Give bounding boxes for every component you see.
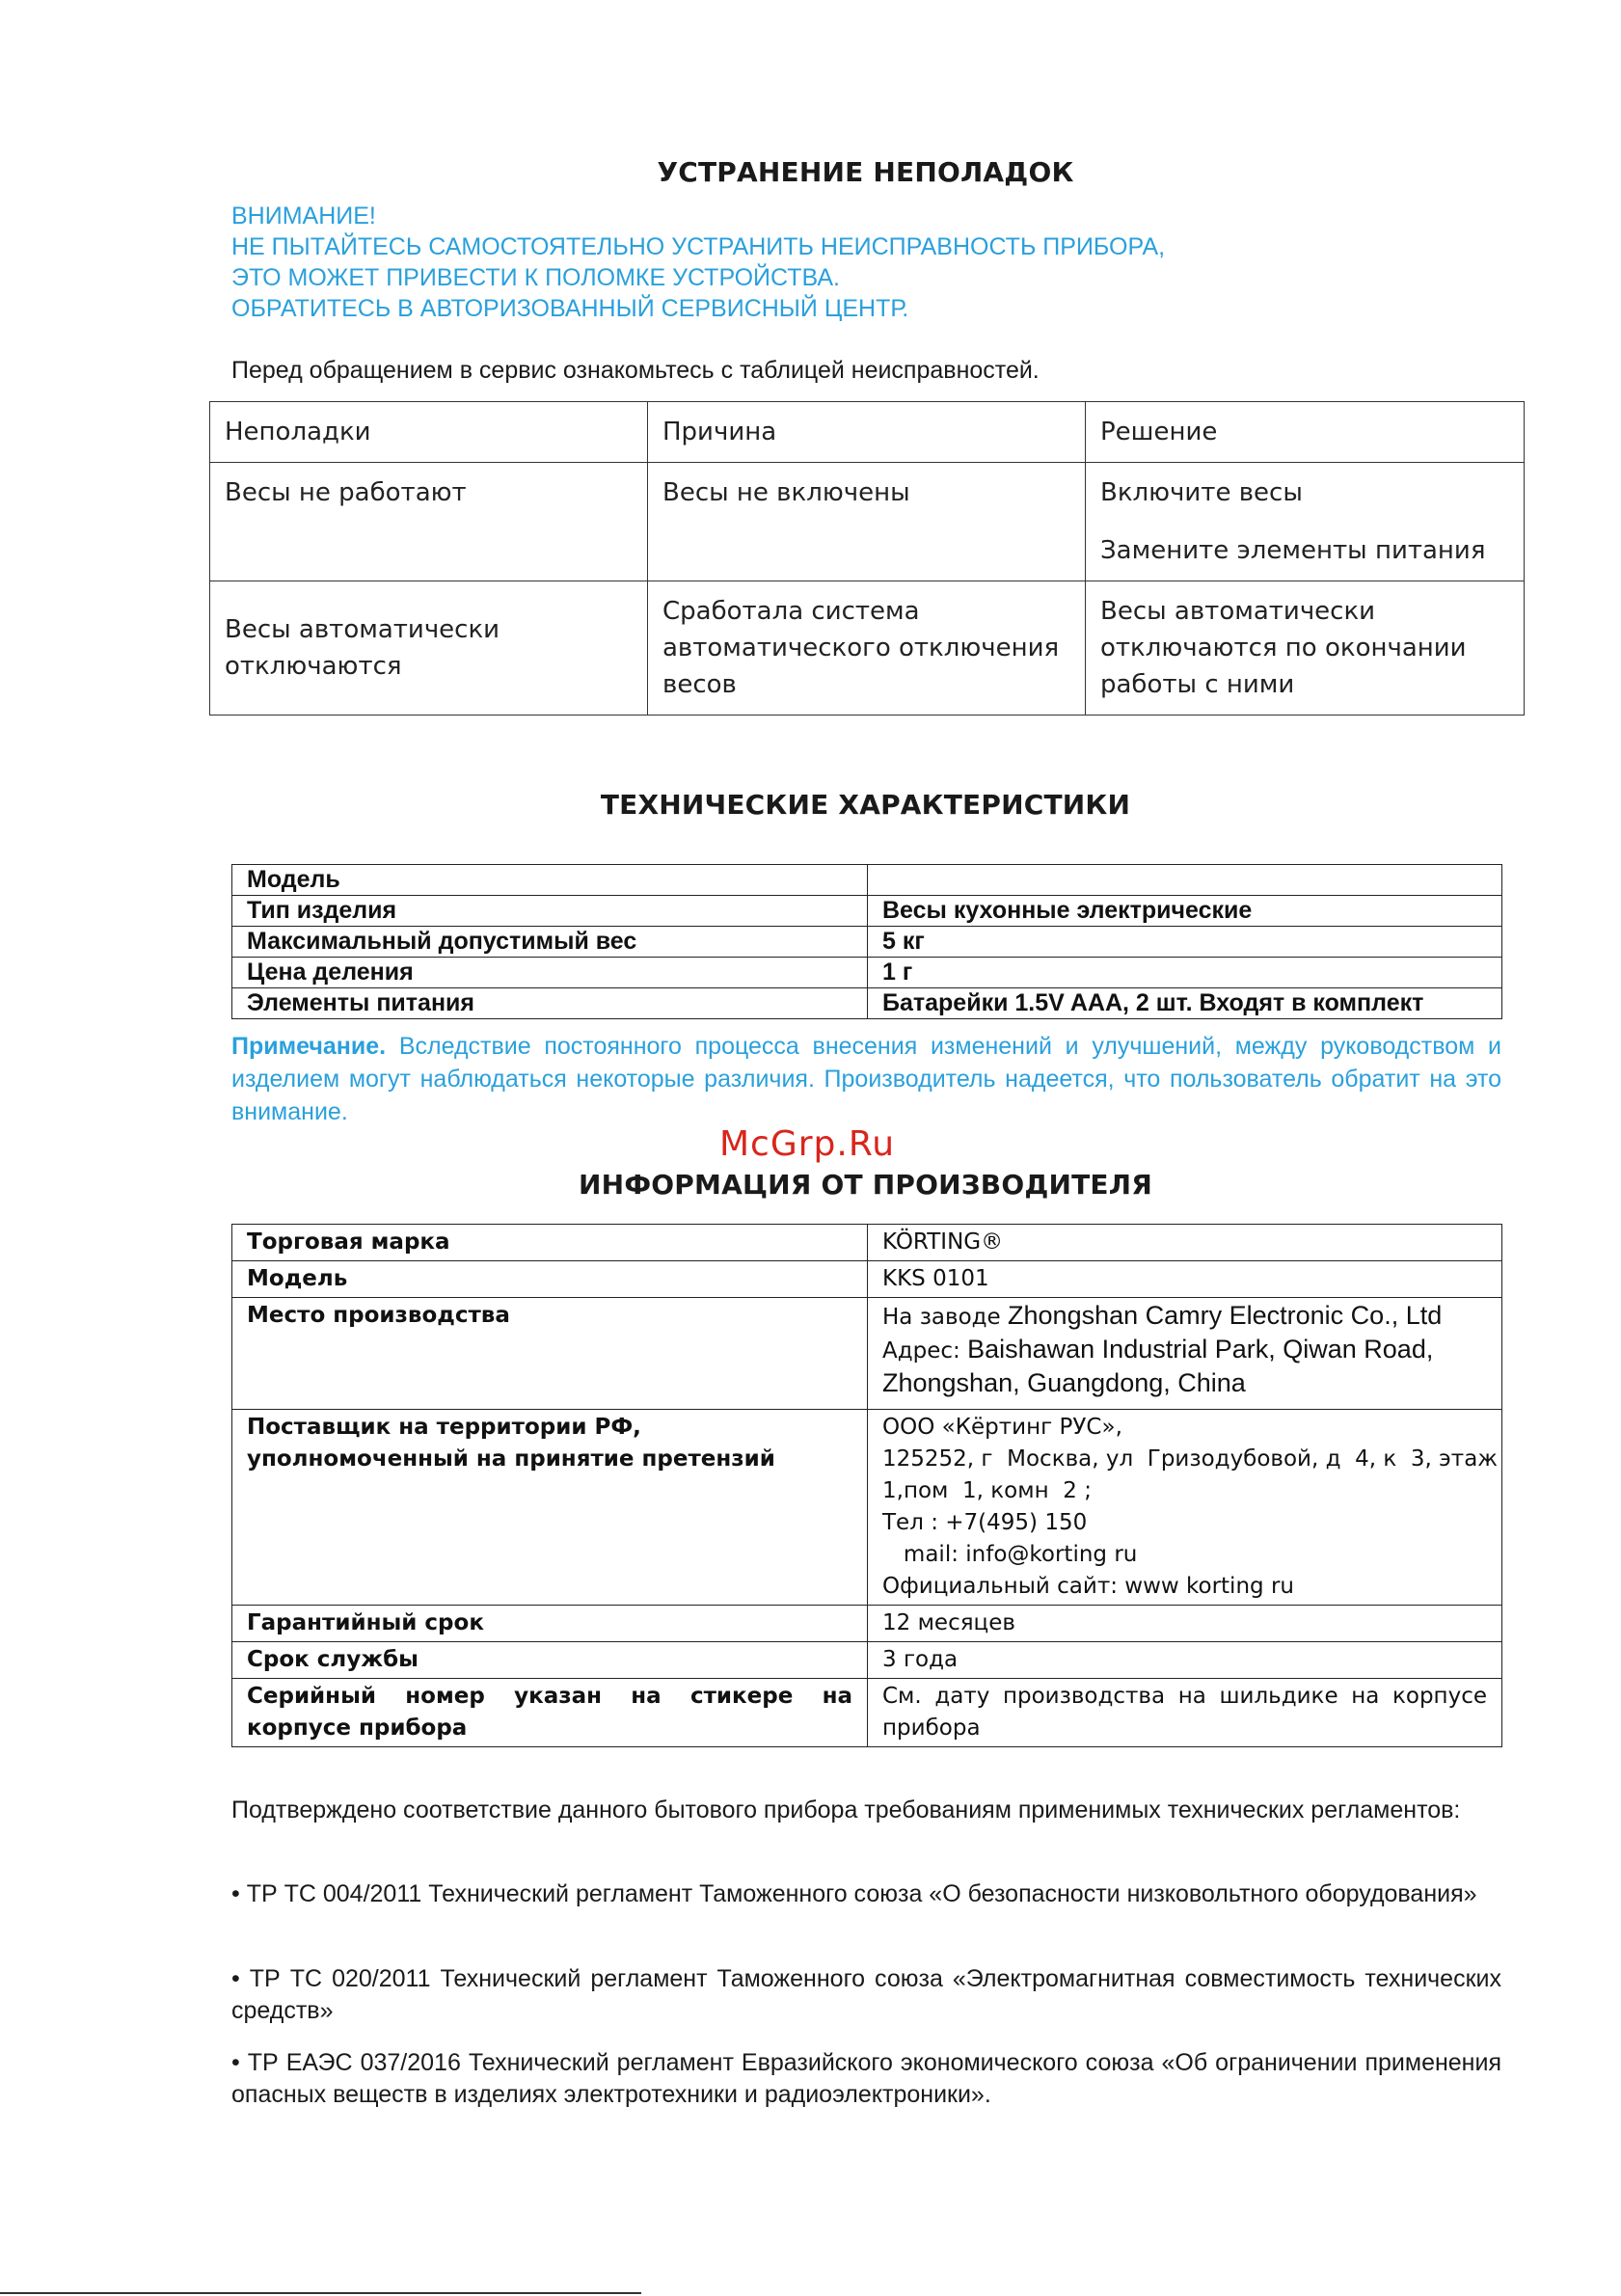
info-row: [232, 1606, 1502, 1642]
conformity-item: • ТР ЕАЭС 037/2016 Технический регламент Евразийского экономического союза «Об ограничении применения опасных веществ в изделиях электротехники и радиоэлектроники».: [231, 2049, 1501, 2108]
manufacturer-table: [231, 1224, 1502, 1747]
origin-prefix: На заводе: [882, 1305, 1001, 1330]
solution-line: Включите весы: [1100, 478, 1303, 507]
note-label: Примечание.: [231, 1033, 387, 1060]
spec-row: [232, 988, 1502, 1019]
watermark: McGrp.Ru: [719, 1124, 896, 1164]
specs-title: ТЕХНИЧЕСКИЕ ХАРАКТЕРИСТИКИ: [600, 789, 1131, 821]
specs-note: [231, 1030, 1501, 1128]
table-row: [210, 463, 1525, 581]
specs-table: [231, 864, 1502, 1019]
origin-factory: Zhongshan Camry Electronic Co., Ltd: [1008, 1301, 1443, 1330]
spec-label: Элементы питания: [232, 988, 868, 1019]
manufacturer-title: ИНФОРМАЦИЯ ОТ ПРОИЗВОДИТЕЛЯ: [579, 1169, 1152, 1201]
spec-row: [232, 896, 1502, 927]
table-header-row: [210, 402, 1525, 463]
warning-line: ВНИМАНИЕ!: [231, 203, 376, 230]
origin-line: [882, 1334, 1487, 1367]
warning-block: [231, 201, 1165, 324]
spec-value: Батарейки 1.5V AAA, 2 шт. Входят в комплект: [868, 988, 1502, 1019]
spec-label: Максимальный допустимый вес: [232, 927, 868, 958]
spec-label: Модель: [232, 865, 868, 896]
origin-address: Baishawan Industrial Park, Qiwan Road,: [967, 1335, 1434, 1364]
origin-prefix: Адрес:: [882, 1338, 960, 1364]
info-value: 12 месяцев: [868, 1606, 1502, 1642]
troubleshooting-intro: Перед обращением в сервис ознакомьтесь с таблицей неисправностей.: [231, 357, 1040, 384]
solution-cell: Весы автоматически отключаются по окончании работы с ними: [1086, 581, 1525, 716]
conformity-item: • ТР ТС 004/2011 Технический регламент Таможенного союза «О безопасности низковольтного оборудования»: [231, 1880, 1477, 1907]
warning-line: ЭТО МОЖЕТ ПРИВЕСТИ К ПОЛОМКЕ УСТРОЙСТВА.: [231, 264, 840, 291]
footer-divider: [0, 2292, 641, 2294]
cause-cell: Сработала система автоматического отключения весов: [648, 581, 1086, 716]
info-label: Поставщик на территории РФ, уполномоченный на принятие претензий: [232, 1410, 868, 1606]
info-value: [868, 1298, 1502, 1410]
supplier-line: Официальный сайт: www korting ru: [882, 1574, 1294, 1599]
cause-cell: Весы не включены: [648, 463, 1086, 581]
spec-row: [232, 927, 1502, 958]
info-label: Торговая марка: [232, 1225, 868, 1261]
info-label: Серийный номер указан на стикере на корпусе прибора: [232, 1679, 868, 1747]
info-row: [232, 1679, 1502, 1747]
spec-value: 1 г: [868, 958, 1502, 988]
supplier-line: Тел : +7(495) 150: [882, 1510, 1088, 1535]
info-row: [232, 1225, 1502, 1261]
info-row: [232, 1642, 1502, 1679]
info-value: KKS 0101: [868, 1261, 1502, 1298]
header-cell: Неполадки: [210, 402, 648, 463]
supplier-line: mail: info@korting ru: [882, 1542, 1138, 1567]
warning-line: ОБРАТИТЕСЬ В АВТОРИЗОВАННЫЙ СЕРВИСНЫЙ ЦЕНТР.: [231, 295, 909, 322]
spec-row: [232, 865, 1502, 896]
origin-line: [882, 1300, 1487, 1334]
problem-cell: Весы автоматически отключаются: [210, 581, 648, 716]
problem-cell: Весы не работают: [210, 463, 648, 581]
info-value: KÖRTING®: [868, 1225, 1502, 1261]
supplier-line: 1,пом 1, комн 2 ;: [882, 1478, 1092, 1503]
info-label: Место производства: [232, 1298, 868, 1410]
info-row: [232, 1261, 1502, 1298]
info-row: [232, 1410, 1502, 1606]
spec-value: [868, 865, 1502, 896]
warning-line: НЕ ПЫТАЙТЕСЬ САМОСТОЯТЕЛЬНО УСТРАНИТЬ НЕИСПРАВНОСТЬ ПРИБОРА,: [231, 233, 1166, 260]
troubleshooting-title: УСТРАНЕНИЕ НЕПОЛАДОК: [657, 156, 1074, 188]
info-label: Модель: [232, 1261, 868, 1298]
header-cell: Решение: [1086, 402, 1525, 463]
spec-row: [232, 958, 1502, 988]
info-value: 3 года: [868, 1642, 1502, 1679]
troubleshooting-table: [209, 401, 1525, 716]
info-label: Срок службы: [232, 1642, 868, 1679]
info-label: Гарантийный срок: [232, 1606, 868, 1642]
origin-city: Zhongshan, Guangdong, China: [882, 1368, 1246, 1397]
conformity-intro: Подтверждено соответствие данного бытового прибора требованиям применимых технических регламентов:: [231, 1796, 1461, 1823]
header-cell: Причина: [648, 402, 1086, 463]
supplier-line: ООО «Кёртинг РУС»,: [882, 1415, 1122, 1440]
note-text: Вследствие постоянного процесса внесения изменений и улучшений, между руководством и изделием могут наблюдаться некоторые различия. Производитель надеется, что пользователь обратит на это внимание.: [231, 1033, 1501, 1125]
supplier-line: 125252, г Москва, ул Гризодубовой, д 4, к 3, этаж: [882, 1446, 1499, 1472]
conformity-item: • ТР ТС 020/2011 Технический регламент Таможенного союза «Электромагнитная совместимость технических средств»: [231, 1965, 1501, 2024]
info-row: [232, 1298, 1502, 1410]
spec-label: Цена деления: [232, 958, 868, 988]
solution-cell: [1086, 463, 1525, 581]
table-row: [210, 581, 1525, 716]
info-value: [868, 1410, 1502, 1606]
solution-line: Замените элементы питания: [1100, 536, 1486, 565]
spec-value: Весы кухонные электрические: [868, 896, 1502, 927]
spec-value: 5 кг: [868, 927, 1502, 958]
info-value: См. дату производства на шильдике на корпусе прибора: [868, 1679, 1502, 1747]
spec-label: Тип изделия: [232, 896, 868, 927]
